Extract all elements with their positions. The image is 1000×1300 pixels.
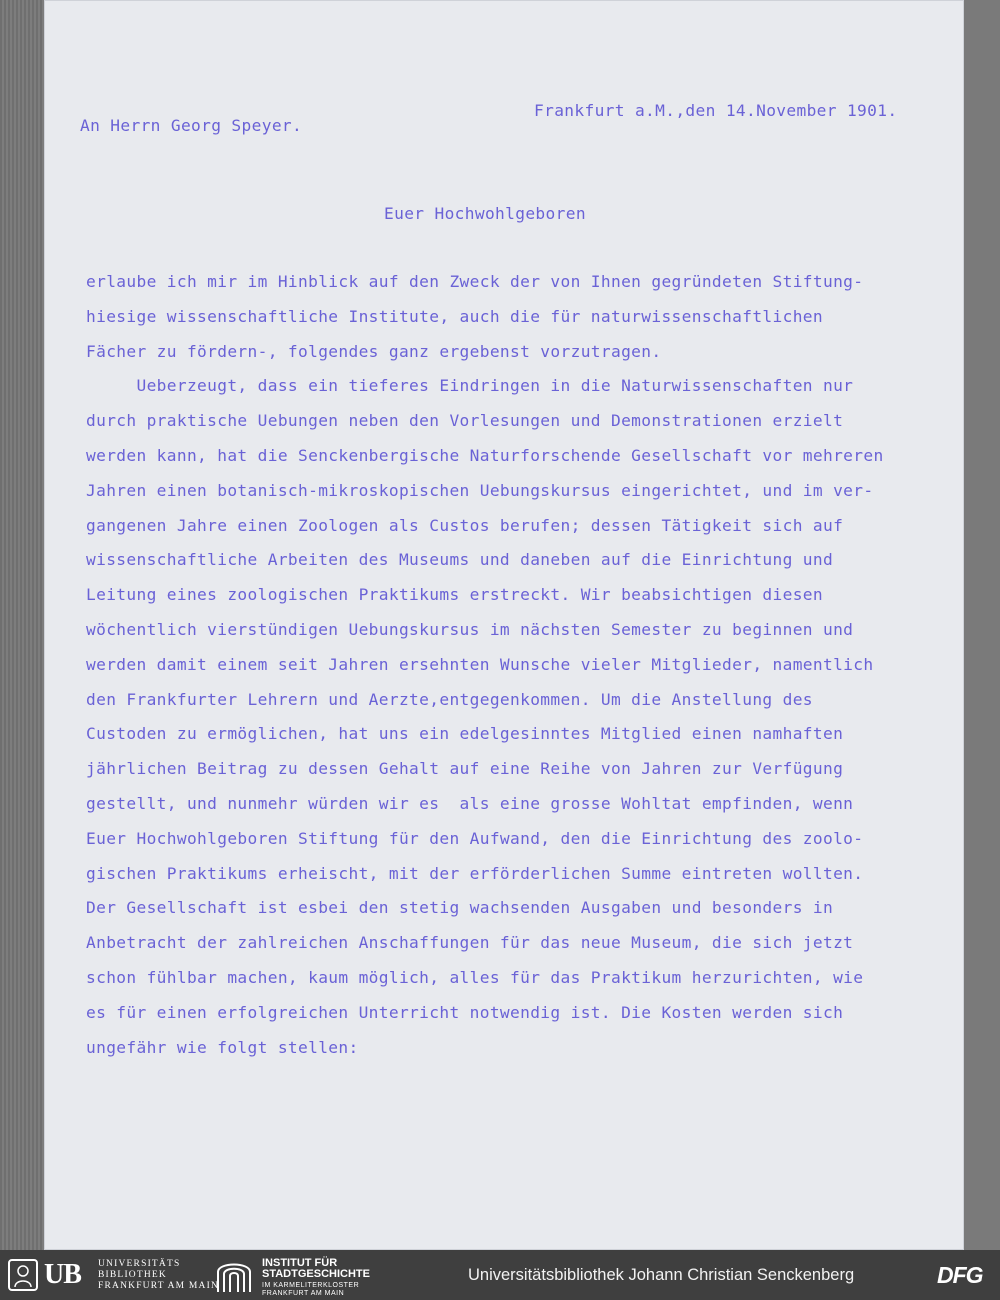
letter-line: Der Gesellschaft ist esbei den stetig wachsenden Ausgaben und besonders in	[86, 898, 834, 918]
letter-line: ungefähr wie folgt stellen:	[86, 1037, 359, 1057]
ub-logo-text	[98, 1259, 219, 1292]
isg-line-4: FRANKFURT AM MAIN	[262, 1290, 345, 1297]
letter-line: hiesige wissenschaftliche Institute, auch die für naturwissenschaftlichen	[86, 306, 823, 326]
isg-logo-subtitle	[262, 1282, 359, 1298]
letter-line: werden damit einem seit Jahren ersehnten Wunsche vieler Mitglieder, namentlich	[86, 654, 874, 674]
letter-line: wissenschaftliche Arbeiten des Museums und daneben auf die Einrichtung und	[86, 550, 834, 570]
letter-line: jährlichen Beitrag zu dessen Gehalt auf eine Reihe von Jahren zur Verfügung	[86, 759, 844, 779]
letter-line: den Frankfurter Lehrern und Aerzte,entgegenkommen. Um die Anstellung des	[86, 689, 813, 709]
ub-line-1: UNIVERSITÄTS	[98, 1259, 181, 1269]
book-binding	[0, 0, 45, 1250]
letter-line: werden kann, hat die Senckenbergische Naturforschende Gesellschaft vor mehreren	[86, 446, 884, 465]
letter-line: Anbetracht der zahlreichen Anschaffungen für das neue Museum, die sich jetzt	[86, 933, 854, 953]
letter-line: gestellt, und nunmehr würden wir es als eine grosse Wohltat empfinden, wenn	[86, 794, 854, 813]
letter-page	[44, 0, 964, 1250]
letter-line: Jahren einen botanisch-mikroskopischen Uebungskursus eingerichtet, und im ver-	[86, 480, 874, 500]
letter-line: schon fühlbar machen, kaum möglich, alles für das Praktikum herzurichten, wie	[86, 968, 864, 987]
isg-line-3: IM KARMELITERKLOSTER	[262, 1282, 360, 1289]
letter-line: Ueberzeugt, dass ein tieferes Eindringen in die Naturwissenschaften nur	[86, 376, 854, 396]
letter-line: Fächer zu fördern-, folgendes ganz ergebenst vorzutragen.	[86, 341, 662, 361]
ub-line-2: BIBLIOTHEK	[98, 1270, 167, 1280]
letter-line: durch praktische Uebungen neben den Vorlesungen und Demonstrationen erzielt	[86, 411, 844, 431]
library-name: Universitätsbibliothek Johann Christian Senckenberg	[468, 1266, 855, 1284]
letter-line: gangenen Jahre einen Zoologen als Custos berufen; dessen Tätigkeit sich auf	[86, 515, 844, 535]
letter-line: wöchentlich vierstündigen Uebungskursus im nächsten Semester zu beginnen und	[86, 620, 854, 639]
ub-line-3: FRANKFURT AM MAIN	[98, 1281, 220, 1291]
salutation: Euer Hochwohlgeboren	[384, 204, 586, 223]
footer-bar	[0, 1250, 1000, 1300]
isg-arch-icon	[214, 1258, 254, 1292]
dfg-logo: DFG	[937, 1262, 983, 1288]
addressee-line: An Herrn Georg Speyer.	[80, 116, 303, 135]
isg-line-2: STADTGESCHICHTE	[262, 1268, 370, 1280]
ub-seal-icon	[8, 1259, 38, 1291]
letter-line: gischen Praktikums erheischt, mit der erförderlichen Summe eintreten wollten.	[86, 863, 864, 883]
letter-line: erlaube ich mir im Hinblick auf den Zweck der von Ihnen gegründeten Stiftung-	[86, 272, 864, 291]
page-edge	[964, 0, 1000, 1250]
isg-logo-title	[262, 1258, 370, 1280]
letter-line: Euer Hochwohlgeboren Stiftung für den Aufwand, den die Einrichtung des zoolo-	[86, 828, 864, 848]
isg-line-1: INSTITUT FÜR	[262, 1257, 338, 1269]
letter-line: Custoden zu ermöglichen, hat uns ein edelgesinntes Mitglied einen namhaften	[86, 724, 844, 744]
letter-line: es für einen erfolgreichen Unterricht notwendig ist. Die Kosten werden sich	[86, 1002, 844, 1022]
date-line: Frankfurt a.M.,den 14.November 1901.	[534, 101, 898, 120]
letter-line: Leitung eines zoologischen Praktikums erstreckt. Wir beabsichtigen diesen	[86, 585, 823, 605]
ub-logo-letters: UB	[44, 1259, 81, 1290]
